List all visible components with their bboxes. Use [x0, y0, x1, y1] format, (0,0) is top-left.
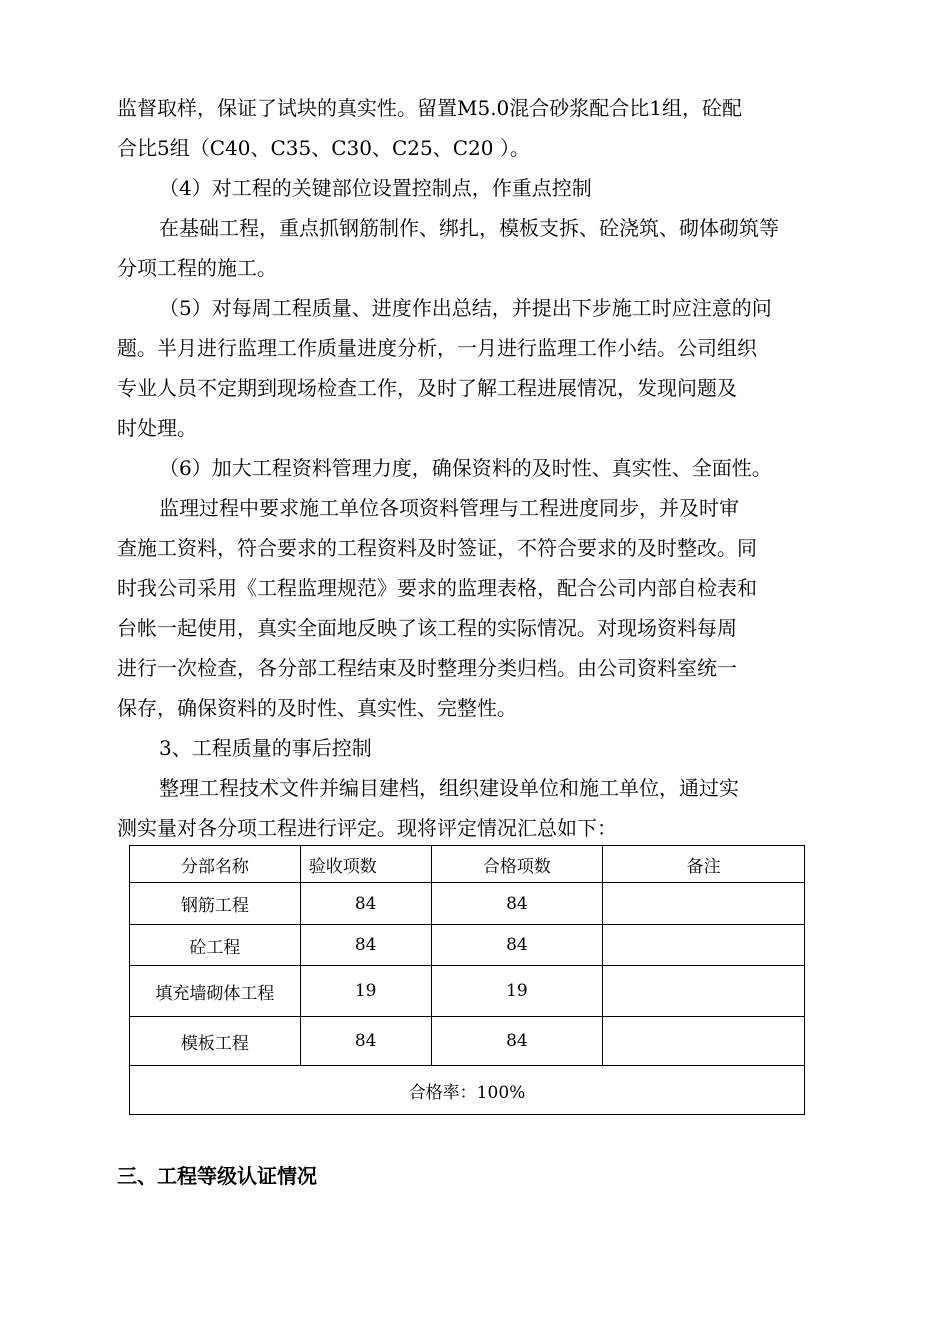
paragraph-line: 测实量对各分项工程进行评定。现将评定情况汇总如下： [117, 816, 617, 840]
paragraph-line: 题。半月进行监理工作质量进度分析，一月进行监理工作小结。公司组织 [117, 336, 757, 360]
header-cell: 备注 [603, 846, 805, 883]
table-cell: 84 [431, 1017, 603, 1066]
section-heading: 三、工程等级认证情况 [117, 1164, 317, 1188]
paragraph-line: 台帐一起使用，真实全面地反映了该工程的实际情况。对现场资料每周 [117, 616, 737, 640]
table-cell: 砼工程 [130, 925, 301, 966]
table-cell: 84 [300, 925, 431, 966]
table-row [130, 925, 805, 966]
document-body [117, 88, 807, 848]
subsection-title: 3、工程质量的事后控制 [159, 736, 372, 760]
paragraph-line: 整理工程技术文件并编目建档，组织建设单位和施工单位，通过实 [159, 776, 739, 800]
paragraph-line: 合比5组（C40、C35、C30、C25、C20 ）。 [117, 136, 530, 160]
paragraph-line: 专业人员不定期到现场检查工作，及时了解工程进展情况，发现问题及 [117, 376, 737, 400]
table-cell: 84 [300, 1017, 431, 1066]
header-cell: 合格项数 [431, 846, 603, 883]
table-footer-row [130, 1066, 805, 1115]
table-cell: 填充墙砌体工程 [130, 966, 301, 1017]
table-cell [603, 966, 805, 1017]
paragraph-line: 时我公司采用《工程监理规范》要求的监理表格，配合公司内部自检表和 [117, 576, 757, 600]
table-row [130, 1017, 805, 1066]
paragraph-line: 监督取样，保证了试块的真实性。留置M5.0混合砂浆配合比1组，砼配 [117, 96, 743, 120]
table-header-row [130, 846, 805, 883]
table-row [130, 966, 805, 1017]
table-cell: 84 [431, 925, 603, 966]
paragraph-line: 时处理。 [117, 416, 197, 440]
paragraph-line: （6）加大工程资料管理力度，确保资料的及时性、真实性、全面性。 [159, 456, 772, 480]
paragraph-line: 分项工程的施工。 [117, 256, 277, 280]
pass-rate-cell: 合格率：100% [130, 1066, 805, 1115]
table-cell: 84 [431, 883, 603, 925]
header-cell: 分部名称 [130, 846, 301, 883]
paragraph-line: 在基础工程，重点抓钢筋制作、绑扎，模板支拆、砼浇筑、砌体砌筑等 [159, 216, 779, 240]
table-cell [603, 1017, 805, 1066]
paragraph-line: 查施工资料，符合要求的工程资料及时签证，不符合要求的及时整改。同 [117, 536, 757, 560]
paragraph-line: 进行一次检查，各分部工程结束及时整理分类归档。由公司资料室统一 [117, 656, 737, 680]
table-cell: 19 [300, 966, 431, 1017]
paragraph-line: 监理过程中要求施工单位各项资料管理与工程进度同步，并及时审 [159, 496, 739, 520]
table-cell: 84 [300, 883, 431, 925]
table-row [130, 883, 805, 925]
table-cell: 模板工程 [130, 1017, 301, 1066]
table-cell: 19 [431, 966, 603, 1017]
table-cell: 钢筋工程 [130, 883, 301, 925]
table-cell [603, 925, 805, 966]
paragraph-line: 保存，确保资料的及时性、真实性、完整性。 [117, 696, 517, 720]
paragraph-line: （4）对工程的关键部位设置控制点，作重点控制 [159, 176, 592, 200]
table-cell [603, 883, 805, 925]
paragraph-line: （5）对每周工程质量、进度作出总结，并提出下步施工时应注意的问 [159, 296, 772, 320]
inspection-summary-table [129, 845, 805, 1115]
header-cell: 验收项数 [300, 846, 431, 883]
